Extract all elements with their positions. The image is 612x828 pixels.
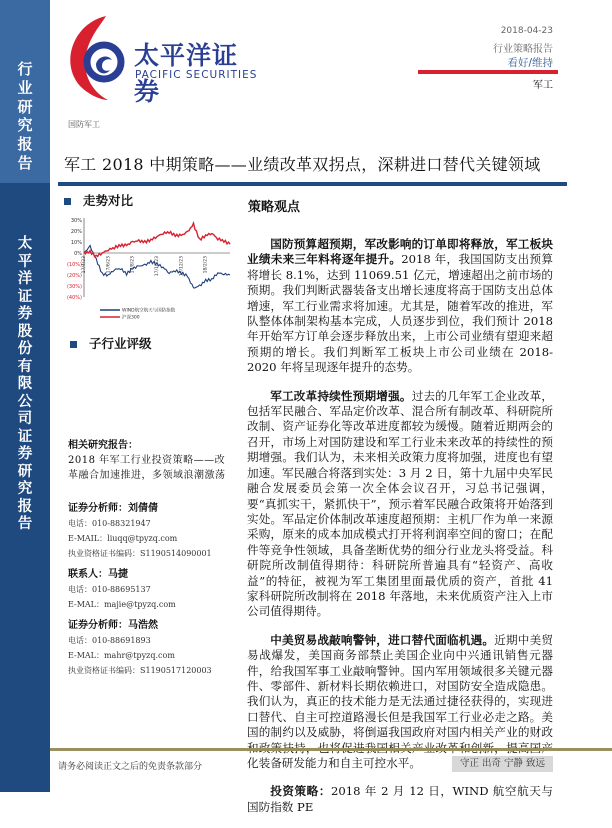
- paragraph-lead: 国防预算超预期，军改影响的订单即将释放，军工板块业绩未来三年料将逐年提升。: [247, 237, 553, 267]
- y-tick-label: (40%): [66, 294, 82, 301]
- paragraph-lead: 中美贸易战敲响警钟，进口替代面临机遇。: [270, 632, 495, 647]
- header-red-line: [418, 70, 558, 74]
- contact-line: 电话：010-88695137: [68, 585, 151, 594]
- x-tick-label: 17/8/23: [130, 256, 136, 274]
- strategy-heading: 策略观点: [248, 200, 301, 215]
- y-tick-label: 10%: [70, 239, 82, 246]
- footer-motto: 守正 出奇 宁静 致远: [452, 756, 553, 772]
- report-type: 行业策略报告: [493, 44, 553, 55]
- contact-block: [68, 567, 233, 612]
- body-paragraph: [247, 389, 553, 620]
- company-logo: [62, 14, 262, 106]
- sub-rating-heading: [70, 334, 152, 352]
- category-label: 国防军工: [68, 120, 100, 129]
- y-tick-label: 20%: [70, 228, 82, 235]
- left-info: [68, 438, 233, 678]
- sub-rating-heading-text: 子行业评级: [89, 336, 152, 351]
- contact-line: 执业资格证书编码：S1190514090001: [68, 549, 212, 558]
- legend-label: WIND航空航天与国防指数: [122, 308, 176, 314]
- trend-heading: [64, 191, 133, 209]
- contact-line: 执业资格证书编码：S1190517120003: [68, 666, 212, 675]
- body-paragraph: [247, 237, 553, 376]
- contact-line: E-MAL：mahr@tpyzq.com: [68, 651, 175, 660]
- report-date: 2018-04-23: [500, 26, 553, 36]
- y-tick-label: (20%): [66, 272, 82, 279]
- sidebar-top: [0, 0, 50, 183]
- contact-role: 联系人：马捷: [68, 569, 128, 580]
- logo-mark-icon: [62, 14, 132, 102]
- paragraph-text: 2018 年，我国国防支出预算将增长 8.1%，达到 11069.51 亿元，增速超出之前市场的预期。我们判断武器装备支出增长速度将高于国防支出总体增速，军工行业需求将加速。尤其是，随着军改的推进，军队整体体制架构基本完成，人员逐步到位，我们预计 2018 年开始军方订单会逐步释放出来，上市公司业绩有望迎来超预期的增长。我们判断军工板块上市公司业绩在 2018-2020 年将呈现逐年提升的态势。: [247, 252, 553, 375]
- series-line-hs300: [84, 223, 230, 256]
- legend-label: 沪深300: [122, 315, 140, 321]
- bullet-square-icon: [64, 198, 71, 205]
- logo-en: PACIFIC SECURITIES: [135, 69, 258, 81]
- y-tick-label: (30%): [66, 283, 82, 290]
- logo-cn: 太平洋证券: [134, 41, 239, 106]
- paragraph-lead: 军工改革持续性预期增强。: [270, 388, 412, 403]
- industry-label: 军工: [533, 80, 553, 91]
- footer-disclaimer: 请务必阅读正文之后的免责条款部分: [58, 762, 203, 772]
- x-tick-label: 17/4/23: [82, 256, 87, 274]
- contact-line: 电话：010-88321947: [68, 519, 151, 528]
- title-divider: [58, 182, 567, 186]
- paragraph-text: 近期中美贸易战爆发，美国商务部禁止美国企业向中兴通讯销售元器件，给我国军事工业敲响警钟。国内军用领域很多关键元器件、零部件、新材料长期依赖进口，对国防安全造成隐患。我们认为，真正的技术能力是无法通过捷径获得的，实现进口替代、自主可控道路漫长但是我国军工行业必走之路。美国的制约以及威胁，将倒逼我国政府对国内相关产业的财政 化装备研发能力和自主可控水平。: [247, 632, 553, 770]
- y-tick-label: 0%: [74, 250, 82, 257]
- paragraph-lead: 投资策略：: [270, 784, 331, 799]
- contact-role: 证券分析师：刘倩倩: [68, 503, 158, 514]
- y-tick-label: (10%): [66, 261, 82, 268]
- rating: 看好/维持: [507, 57, 553, 69]
- main-body: [247, 237, 553, 828]
- contact-role: 证券分析师：马浩然: [68, 620, 158, 631]
- contact-line: E-MAIL：liuqq@tpyzq.com: [68, 534, 178, 543]
- contact-block: [68, 618, 233, 678]
- paragraph-text: 2018 年 2 月 12 日，WIND 航空航天与国防指数 PE: [247, 784, 553, 814]
- contact-line: E-MAL：majie@tpyzq.com: [68, 600, 176, 609]
- paragraph-text: 过去的几年军工企业改革，包括军民融合、军品定价改革、混合所有制改革、科研院所改制、资产证券化等改革进度都较为缓慢。随着近期两会的召开，市场上对国防建设和军工行业未来改革的持续性的预期增强。我们认为，未来相关政策力度将加强，进度也有望加速。军民融合将落到实处：3 月 2 日，第十九届中央军民融合发展委员会第一次全体会议召开，习总书记强调，要“真抓实干，紧抓快干”，预示着军民融合政策将开始落到实处。军品定价体制改革速度超预期：主机厂作为单一来源采购，原来的成本加成模式打开将利润率空间的窗口；在配件等竞争性领域，具备垄断优势的细分行业龙头将受益。科研院所改制值得期待：科研院所普遍具有“轻资产、高收益”的特征，被视为军工集团里面最优质的资产，首批 41 家科研院所改制将在 2018 年落地，未来优质资产注入上市公司值得期待。: [247, 388, 553, 619]
- related-report-link[interactable]: 2018 年军工行业投资策略——改革融合加速推进，多领域浪潮激荡: [68, 455, 226, 481]
- sidebar-bottom-label: 太平洋证券股份有限公司证券研究报告: [17, 235, 33, 532]
- sidebar-top-label: 行业研究报告: [17, 60, 33, 172]
- contacts: [68, 501, 233, 678]
- contact-block: [68, 501, 233, 561]
- trend-chart: [60, 210, 235, 325]
- related-heading: 相关研究报告：: [68, 440, 138, 451]
- trend-heading-text: 走势对比: [83, 193, 134, 208]
- footer-divider: [50, 748, 612, 751]
- body-paragraph: [247, 784, 553, 815]
- bullet-square-icon: [70, 341, 77, 348]
- report-title: 军工 2018 中期策略——业绩改革双拐点，深耕进口替代关键领域: [64, 155, 541, 174]
- y-tick-label: 30%: [70, 217, 82, 224]
- contact-line: 电话：010-88691893: [68, 636, 151, 645]
- sidebar-bottom: [0, 183, 50, 792]
- x-tick-label: 17/12/23: [179, 256, 185, 277]
- x-tick-label: 17/6/23: [106, 256, 112, 274]
- x-tick-label: 17/10/23: [155, 256, 160, 277]
- x-tick-label: 18/2/23: [203, 256, 209, 274]
